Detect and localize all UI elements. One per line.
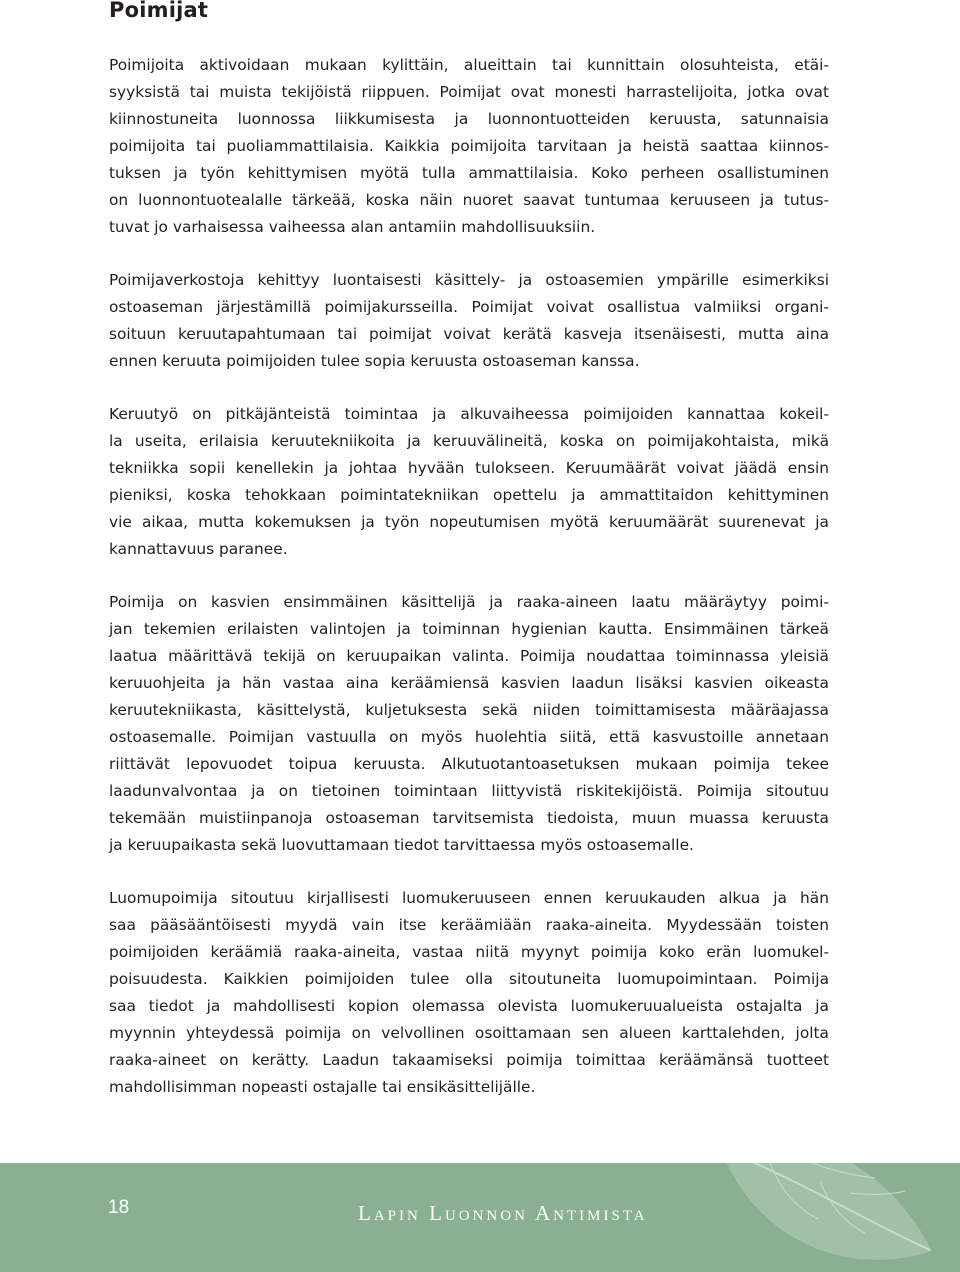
paragraph	[109, 885, 829, 1101]
text-line: riittävät lepovuodet toipua keruusta. Alkutuotantoasetuksen mukaan poimija tekee	[109, 755, 829, 773]
text-line: ja keruupaikasta sekä luovuttamaan tiedot tarvittaessa myös ostoasemalle.	[109, 836, 694, 854]
text-line: poimijoita tai puoliammattilaisia. Kaikkia poimijoita tarvitaan ja heistä saattaa kiinnos-	[109, 137, 829, 155]
text-line: Keruutyö on pitkäjänteistä toimintaa ja alkuvaiheessa poimijoiden kannattaa kokeil-	[109, 405, 829, 423]
text-line: kiinnostuneita luonnossa liikkumisesta ja luonnontuotteiden keruusta, satunnaisia	[109, 110, 829, 128]
text-line: tekniikka sopii kenellekin ja johtaa hyvään tulokseen. Keruumäärät voivat jäädä ensin	[109, 459, 829, 477]
text-line: keruutekniikasta, käsittelystä, kuljetuksesta sekä niiden toimittamisesta määräajassa	[109, 701, 829, 719]
paragraph	[109, 589, 829, 859]
text-line: soituun keruutapahtumaan tai poimijat voivat kerätä kasveja itsenäisesti, mutta aina	[109, 325, 829, 343]
text-line: myynnin yhteydessä poimija on velvollinen osoittamaan sen alueen karttalehden, jolta	[109, 1024, 829, 1042]
text-line: tuksen ja työn kehittymisen myötä tulla ammattilaisia. Koko perheen osallistuminen	[109, 164, 829, 182]
text-line: syyksistä tai muista tekijöistä riippuen. Poimijat ovat monesti harrastelijoita, jotka ovat	[109, 83, 829, 101]
text-line: poisuudesta. Kaikkien poimijoiden tulee olla sitoutuneita luomupoimintaan. Poimija	[109, 970, 829, 988]
body-text	[109, 52, 829, 1127]
text-line: ennen keruuta poimijoiden tulee sopia keruusta ostoaseman kanssa.	[109, 352, 640, 370]
text-line: saa tiedot ja mahdollisesti kopion olemassa olevista luomukeruualueista ostajalta ja	[109, 997, 829, 1015]
text-line: ostoasemalle. Poimijan vastuulla on myös huolehtia siitä, että kasvustoille annetaan	[109, 728, 829, 746]
page-title: Poimijat	[109, 0, 209, 22]
leaf-icon	[700, 1163, 960, 1272]
text-line: on luonnontuotealalle tärkeää, koska näin nuoret saavat tuntumaa keruuseen ja tutus-	[109, 191, 829, 209]
text-line: Luomupoimija sitoutuu kirjallisesti luomukeruuseen ennen keruukauden alkua ja hän	[109, 889, 829, 907]
paragraph	[109, 401, 829, 563]
text-line: Poimijoita aktivoidaan mukaan kylittäin, alueittain tai kunnittain olosuhteista, etäi-	[109, 56, 829, 74]
text-line: pieniksi, koska tehokkaan poimintatekniikan opettelu ja ammattitaidon kehittyminen	[109, 486, 829, 504]
text-line: tekemään muistiinpanoja ostoaseman tarvitsemista tiedoista, muun muassa keruusta	[109, 809, 829, 827]
paragraph	[109, 52, 829, 241]
text-line: la useita, erilaisia keruutekniikoita ja keruuvälineitä, koska on poimijakohtaista, mikä	[109, 432, 829, 450]
footer-band	[0, 1163, 960, 1272]
text-line: poimijoiden keräämiä raaka-aineita, vastaa niitä myynyt poimija koko erän luomukel-	[109, 943, 829, 961]
text-line: Poimija on kasvien ensimmäinen käsittelijä ja raaka-aineen laatu määräytyy poimi-	[109, 593, 829, 611]
text-line: ostoaseman järjestämillä poimijakursseilla. Poimijat voivat osallistua valmiiksi organi-	[109, 298, 829, 316]
text-line: keruuohjeita ja hän vastaa aina keräämiensä kasvien laadun lisäksi kasvien oikeasta	[109, 674, 829, 692]
paragraph	[109, 267, 829, 375]
text-line: laadunvalvontaa ja on tietoinen toimintaan liittyvistä riskitekijöistä. Poimija sitoutuu	[109, 782, 829, 800]
text-line: vie aikaa, mutta kokemuksen ja työn nopeutumisen myötä keruumäärät suurenevat ja	[109, 513, 829, 531]
page-number: 18	[108, 1197, 130, 1218]
text-line: mahdollisimman nopeasti ostajalle tai ensikäsittelijälle.	[109, 1078, 536, 1096]
text-line: raaka-aineet on kerätty. Laadun takaamiseksi poimija toimittaa keräämänsä tuotteet	[109, 1051, 829, 1069]
text-line: saa pääsääntöisesti myydä vain itse keräämiään raaka-aineita. Myydessään toisten	[109, 916, 829, 934]
text-line: jan tekemien erilaisten valintojen ja toiminnan hygienian kautta. Ensimmäinen tärkeä	[109, 620, 829, 638]
publication-title: Lapin Luonnon Antimista	[358, 1201, 648, 1225]
text-line: tuvat jo varhaisessa vaiheessa alan antamiin mahdollisuuksiin.	[109, 218, 596, 236]
text-line: Poimijaverkostoja kehittyy luontaisesti käsittely- ja ostoasemien ympärille esimerkiksi	[109, 271, 829, 289]
text-line: kannattavuus paranee.	[109, 540, 288, 558]
text-line: laatua määrittävä tekijä on keruupaikan valinta. Poimija noudattaa toiminnassa yleisiä	[109, 647, 829, 665]
